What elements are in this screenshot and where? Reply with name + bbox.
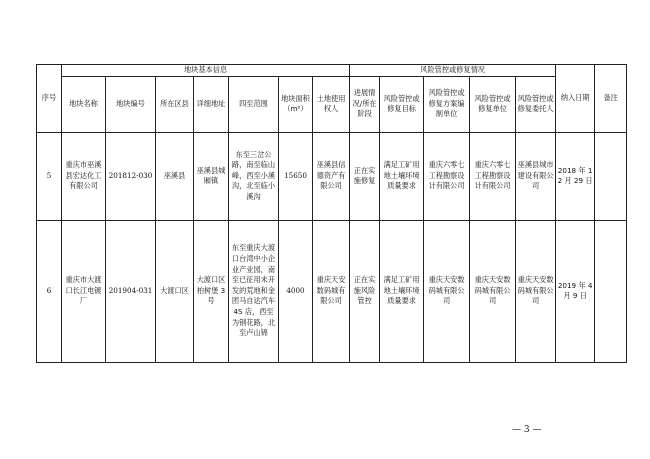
group-header-row — [37, 65, 627, 77]
cell-code: 201812-030 — [106, 132, 156, 220]
col-header: 所在区县 — [156, 76, 194, 132]
cell-plan-unit: 重庆天安数码城有限公司 — [424, 220, 470, 362]
cell-owner: 巫溪县信德资产有限公司 — [313, 132, 350, 220]
cell-date: 2018 年 12 月 29 日 — [556, 132, 595, 220]
cell-bounds: 东至重庆大渡口台湾中小企业产业园，南至已征用未开发的荒地和金团马自达汽车 4S 店，西至为钢花路，北至卢山锦 — [229, 220, 279, 362]
cell-name: 重庆市巫溪县宏达化工有限公司 — [62, 132, 106, 220]
cell-bounds: 东至三岔公路，南至临山峰，西至小溪沟，北至临小溪沟 — [229, 132, 279, 220]
land-plot-table — [36, 64, 627, 363]
header-risk-control: 风险管控或修复情况 — [350, 65, 556, 77]
cell-district: 大渡口区 — [156, 220, 194, 362]
cell-client: 重庆天安数码城有限公司 — [516, 220, 556, 362]
cell-date: 2019 年 4 月 9 日 — [556, 220, 595, 362]
page-number: — 3 — — [512, 425, 542, 435]
header-remark: 备注 — [595, 65, 627, 133]
cell-address: 大渡口区柏树堡 3 号 — [194, 220, 229, 362]
cell-plan-unit: 重庆六零七工程勘察设计有限公司 — [424, 132, 470, 220]
cell-target: 满足工矿用地土壤环境质量要求 — [380, 220, 424, 362]
cell-seq: 5 — [37, 132, 62, 220]
cell-remark — [595, 220, 627, 362]
cell-repair-unit: 重庆六零七工程勘察设计有限公司 — [470, 132, 516, 220]
cell-target: 满足工矿用地土壤环境质量要求 — [380, 132, 424, 220]
col-header: 地块面积（m²） — [279, 76, 313, 132]
table-row — [37, 132, 627, 220]
cell-address: 巫溪县城厢镇 — [194, 132, 229, 220]
col-header: 风险管控或修复目标 — [380, 76, 424, 132]
cell-code: 201904-031 — [106, 220, 156, 362]
col-header: 进展情况/所在阶段 — [350, 76, 380, 132]
col-header: 地块名称 — [62, 76, 106, 132]
cell-repair-unit: 重庆天安数码城有限公司 — [470, 220, 516, 362]
col-header: 风险管控或修复委托人 — [516, 76, 556, 132]
col-header: 风险管控或修复方案编制单位 — [424, 76, 470, 132]
cell-seq: 6 — [37, 220, 62, 362]
header-seq: 序号 — [37, 65, 62, 133]
cell-area: 4000 — [279, 220, 313, 362]
cell-area: 15650 — [279, 132, 313, 220]
cell-stage: 正在实施修复 — [350, 132, 380, 220]
cell-name: 重庆市大渡口长江电镀厂 — [62, 220, 106, 362]
column-header-row — [37, 76, 627, 132]
cell-client: 巫溪县城市建设有限公司 — [516, 132, 556, 220]
col-header: 详细地址 — [194, 76, 229, 132]
header-date: 纳入日期 — [556, 65, 595, 133]
header-basic-info: 地块基本信息 — [62, 65, 350, 77]
col-header: 土地使用权人 — [313, 76, 350, 132]
cell-district: 巫溪县 — [156, 132, 194, 220]
col-header: 地块编号 — [106, 76, 156, 132]
table-row — [37, 220, 627, 362]
col-header: 风险管控或修复单位 — [470, 76, 516, 132]
cell-owner: 重庆天安数码城有限公司 — [313, 220, 350, 362]
cell-stage: 正在实施风险管控 — [350, 220, 380, 362]
col-header: 四至范围 — [229, 76, 279, 132]
cell-remark — [595, 132, 627, 220]
